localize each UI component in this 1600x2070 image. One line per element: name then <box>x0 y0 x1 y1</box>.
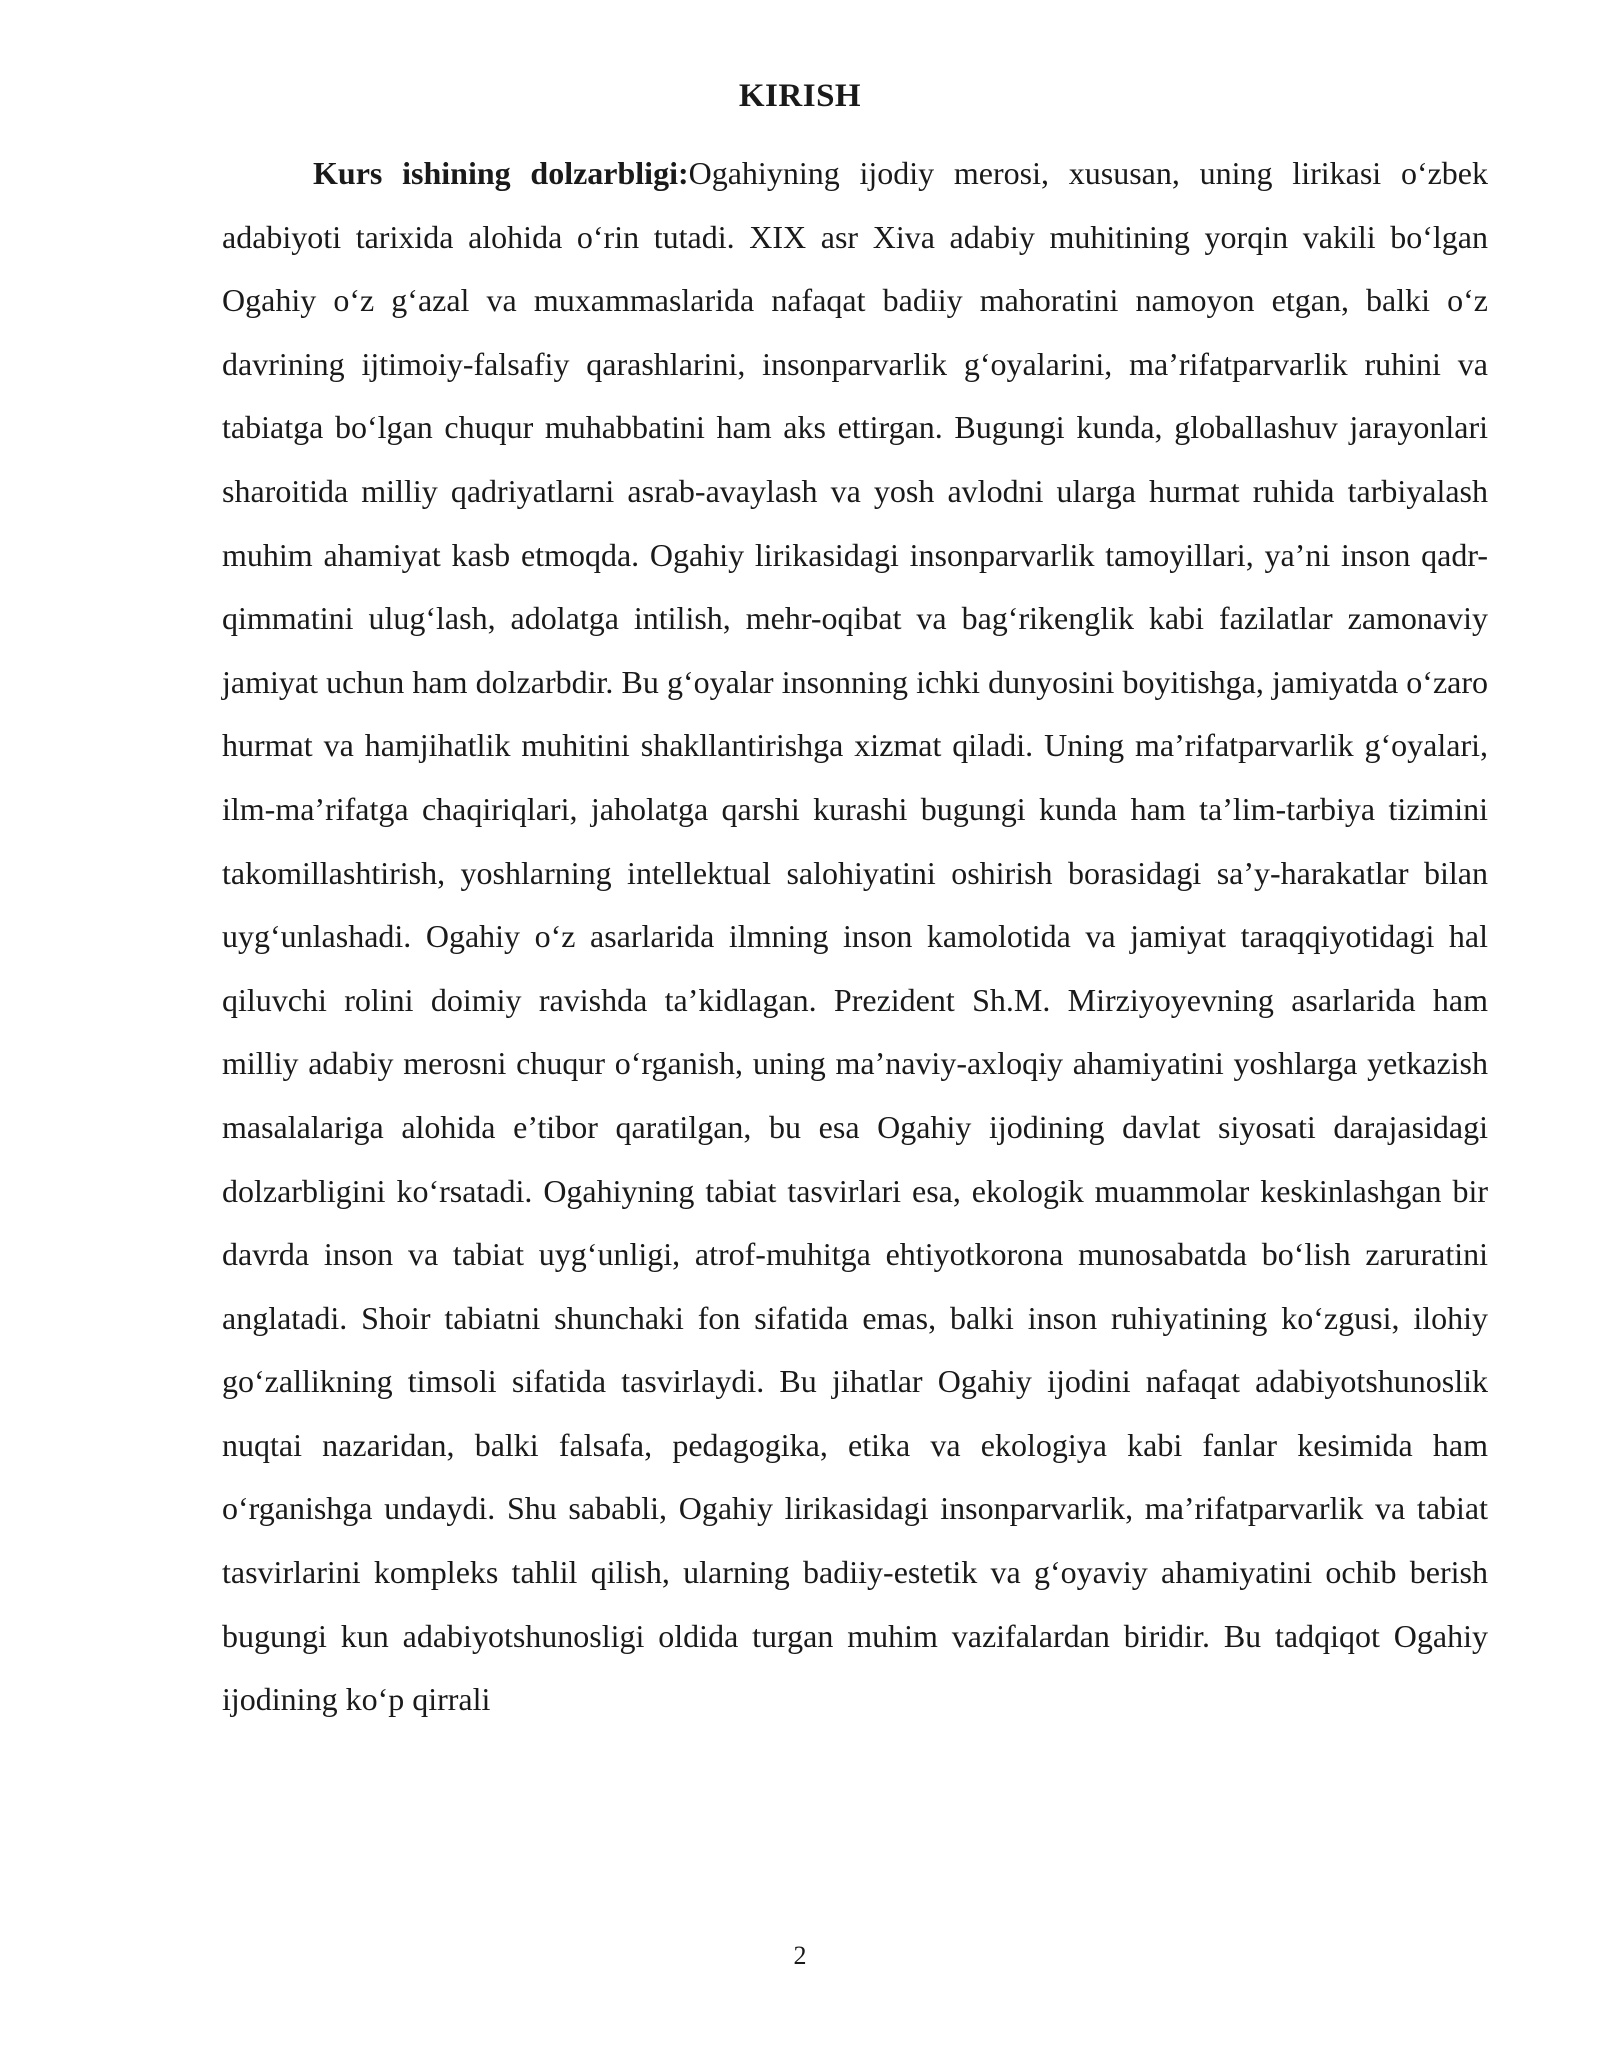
body-paragraph <box>222 142 1488 1732</box>
paragraph-lead: Kurs ishining dolzarbligi: <box>313 155 689 191</box>
paragraph-text: Ogahiyning ijodiy merosi, xususan, uning lirikasi o‘zbek adabiyoti tarixida alohida o‘rin tutadi. XIX asr Xiva adabiy muhitining yorqin vakili bo‘lgan Ogahiy o‘z g‘azal va muxammaslarida nafaqat badiiy mahoratini namoyon etgan, balki o‘z davrining ijtimoiy-falsafiy qarashlarini, insonparvarlik g‘oyalarini, ma’rifatparvarlik ruhini va tabiatga bo‘lgan chuqur muhabbatini ham aks ettirgan. Bugungi kunda, globallashuv jarayonlari sharoitida milliy qadriyatlarni asrab-avaylash va yosh avlodni ularga hurmat ruhida tarbiyalash muhim ahamiyat kasb etmoqda. Ogahiy lirikasidagi insonparvarlik tamoyillari, ya’ni inson qadr-qimmatini ulug‘lash, adolatga intilish, mehr-oqibat va bag‘rikenglik kabi fazilatlar zamonaviy jamiyat uchun ham dolzarbdir. Bu g‘oyalar insonning ichki dunyosini boyitishga, jamiyatda o‘zaro hurmat va hamjihatlik muhitini shakllantirishga xizmat qiladi. Uning ma’rifatparvarlik g‘oyalari, ilm-ma’rifatga chaqiriqlari, jaholatga qarshi kurashi bugungi kunda ham ta’lim-tarbiya tizimini takomillashtirish, yoshlarning intellektual salohiyatini oshirish borasidagi sa’y-harakatlar bilan uyg‘unlashadi. Ogahiy o‘z asarlarida ilmning inson kamolotida va jamiyat taraqqiyotidagi hal qiluvchi rolini doimiy ravishda ta’kidlagan. Prezident Sh.M. Mirziyoyevning asarlarida ham milliy adabiy merosni chuqur o‘rganish, uning ma’naviy-axloqiy ahamiyatini yoshlarga yetkazish masalalariga alohida e’tibor qaratilgan, bu esa Ogahiy ijodining davlat siyosati darajasidagi dolzarbligini ko‘rsatadi. Ogahiyning tabiat tasvirlari esa, ekologik muammolar keskinlashgan bir davrda inson va tabiat uyg‘unligi, atrof-muhitga ehtiyotkorona munosabatda bo‘lish zaruratini anglatadi. Shoir tabiatni shunchaki fon sifatida emas, balki inson ruhiyatining ko‘zgusi, ilohiy go‘zallikning timsoli sifatida tasvirlaydi. Bu jihatlar Ogahiy ijodini nafaqat adabiyotshunoslik nuqtai nazaridan, balki falsafa, pedagogika, etika va ekologiya kabi fanlar kesimida ham o‘rganishga undaydi. Shu sababli, Ogahiy lirikasidagi insonparvarlik, ma’rifatparvarlik va tabiat tasvirlarini kompleks tahlil qilish, ularning badiiy-estetik va g‘oyaviy ahamiyatini ochib berish bugungi kun adabiyotshunosligi oldida turgan muhim vazifalardan biridir. Bu tadqiqot Ogahiy ijodining ko‘p qirrali <box>222 155 1488 1718</box>
page-number: 2 <box>793 1941 807 1970</box>
section-heading: KIRISH <box>738 78 862 114</box>
